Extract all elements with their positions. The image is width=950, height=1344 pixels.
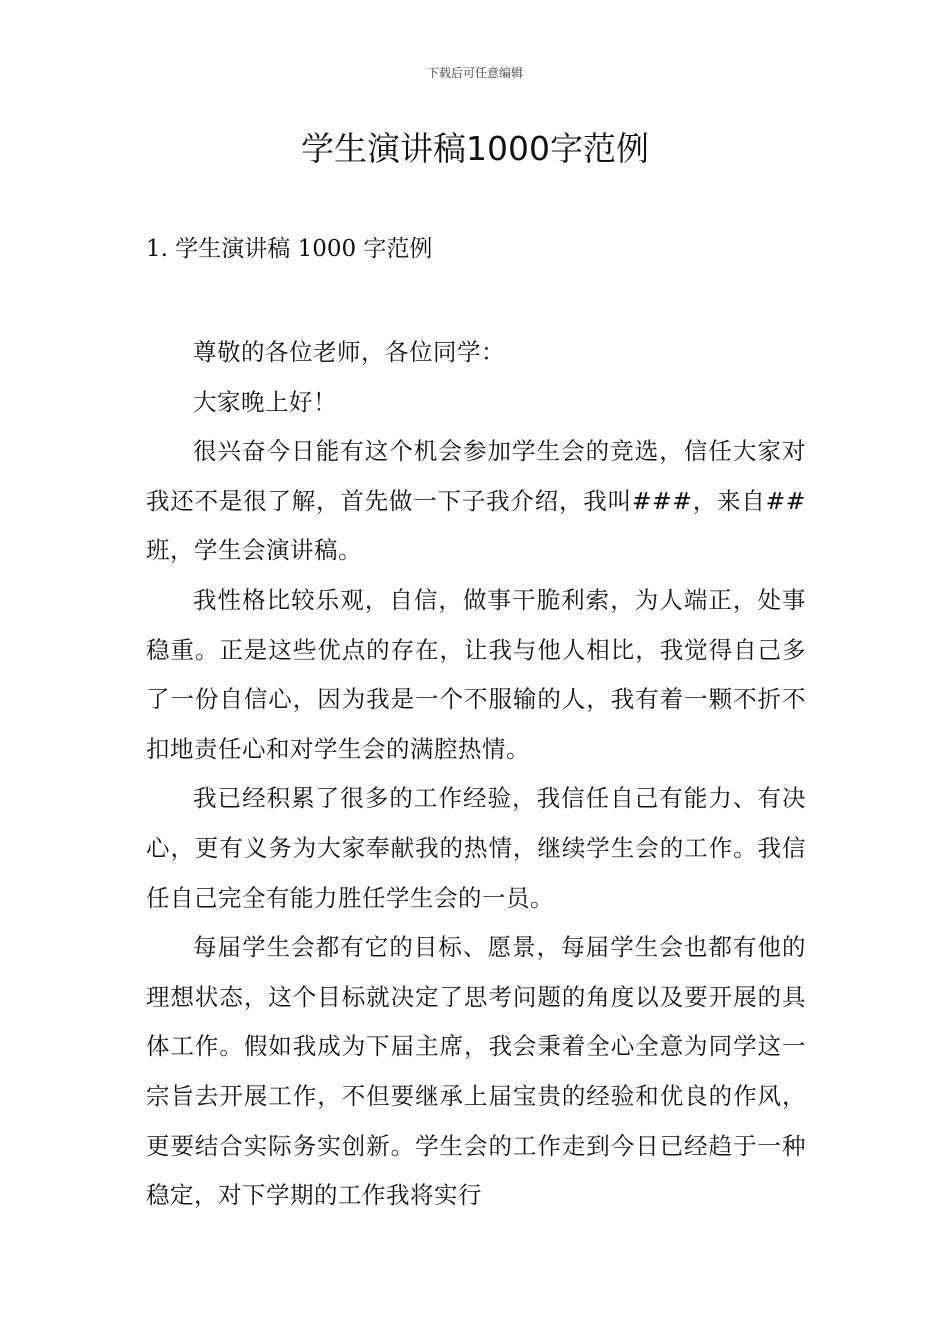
document-body (146, 328, 806, 1221)
section-heading: 1. 学生演讲稿 1000 字范例 (146, 236, 433, 262)
paragraph-salutation: 尊敬的各位老师，各位同学： (193, 338, 505, 366)
paragraph-introduction: 很兴奋今日能有这个机会参加学生会的竞选，信任大家对我还不是很了解，首先做一下子我介绍，我叫###，来自##班，学生会演讲稿。 (146, 437, 806, 565)
paragraph-experience: 我已经积累了很多的工作经验，我信任自己有能力、有决心，更有义务为大家奉献我的热情，继续学生会的工作。我信任自己完全有能力胜任学生会的一员。 (146, 784, 806, 912)
document-title: 学生演讲稿1000字范例 (301, 129, 649, 168)
paragraph-personality: 我性格比较乐观，自信，做事干脆利索，为人端正，处事稳重。正是这些优点的存在，让我与他人相比，我觉得自己多了一份自信心，因为我是一个不服输的人，我有着一颗不折不扣地责任心和对学生会的满腔热情。 (146, 585, 806, 763)
header-note: 下载后可任意编辑 (426, 66, 523, 80)
paragraph-goals: 每届学生会都有它的目标、愿景，每届学生会也都有他的理想状态，这个目标就决定了思考问题的角度以及要开展的具体工作。假如我成为下届主席，我会秉着全心全意为同学这一宗旨去开展工作，不但要继承上届宝贵的经验和优良的作风，更要结合实际务实创新。学生会的工作走到今日已经趋于一种稳定，对下学期的工作我将实行 (146, 933, 806, 1210)
paragraph-greeting: 大家晚上好！ (193, 387, 337, 416)
